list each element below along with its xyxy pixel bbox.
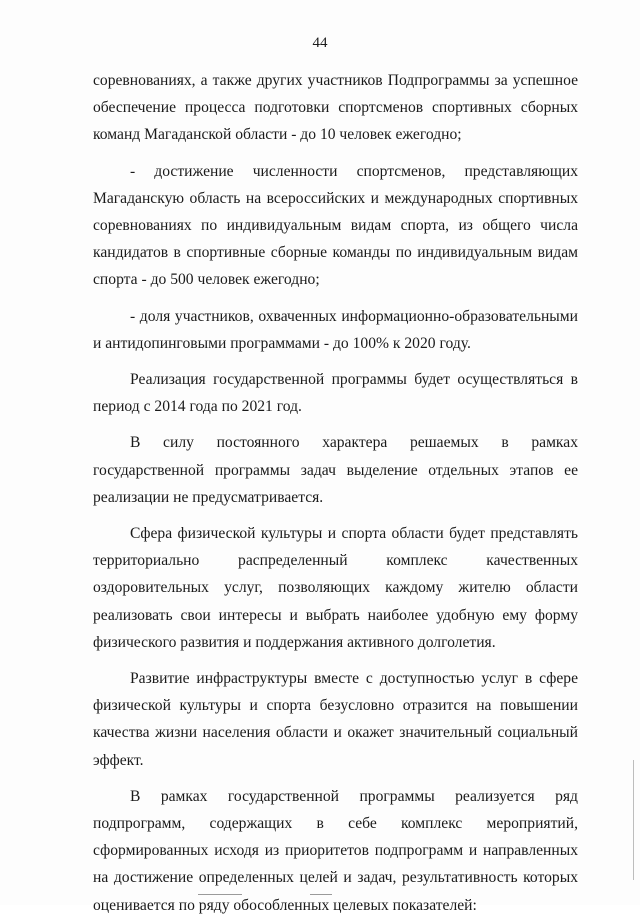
paragraph-continuation: соревнованиях, а также других участников Подпрограммы за успешное обеспечение процесса подготовки спортсменов спортивных сборных команд Магаданской области - до 10 человек ежегодно; bbox=[93, 72, 578, 144]
paragraph-list-item-athletes: - достижение численности спортсменов, представляющих Магаданскую область на всероссийских и международных спортивных соревнованиях по индивидуальным видам спорта, из общего числа кандидатов в спортивные сборные команды по индивидуальным видам спорта - до 500 человек ежегодно; bbox=[93, 162, 578, 289]
paragraph-implementation-period: Реализация государственной программы будет осуществляться в период с 2014 года по 2021 год. bbox=[93, 371, 578, 416]
page-number: 44 bbox=[312, 35, 328, 51]
scan-edge-mark bbox=[633, 760, 634, 880]
paragraph-sports-sphere: Сфера физической культуры и спорта области будет представлять территориально распределенный комплекс качественных оздоровительных услуг, позволяющих каждому жителю области реализовать свои интересы и выбрать наиболее удобную ему форму физического развития и поддержания активного долголетия. bbox=[93, 525, 578, 651]
document-body bbox=[93, 67, 578, 919]
scan-bottom-mark-right bbox=[310, 894, 332, 895]
paragraph-list-item-antidoping: - доля участников, охваченных информационно-образовательными и антидопинговыми программами - до 100% к 2020 году. bbox=[93, 307, 578, 352]
paragraph-infrastructure: Развитие инфраструктуры вместе с доступностью услуг в сфере физической культуры и спорта безусловно отразится на повышении качества жизни населения области и окажет значительный социальный эффект. bbox=[93, 670, 578, 769]
paragraph-no-stages: В силу постоянного характера решаемых в рамках государственной программы задач выделение отдельных этапов ее реализации не предусматривается. bbox=[93, 434, 578, 506]
paragraph-subprograms: В рамках государственной программы реализуется ряд подпрограмм, содержащих в себе комплекс мероприятий, сформированных исходя из приоритетов подпрограмм и направленных на достижение определенных целей и задач, результативность которых оценивается по ряду обособленных целевых показателей: bbox=[93, 787, 578, 914]
scan-bottom-mark-left bbox=[198, 894, 242, 895]
